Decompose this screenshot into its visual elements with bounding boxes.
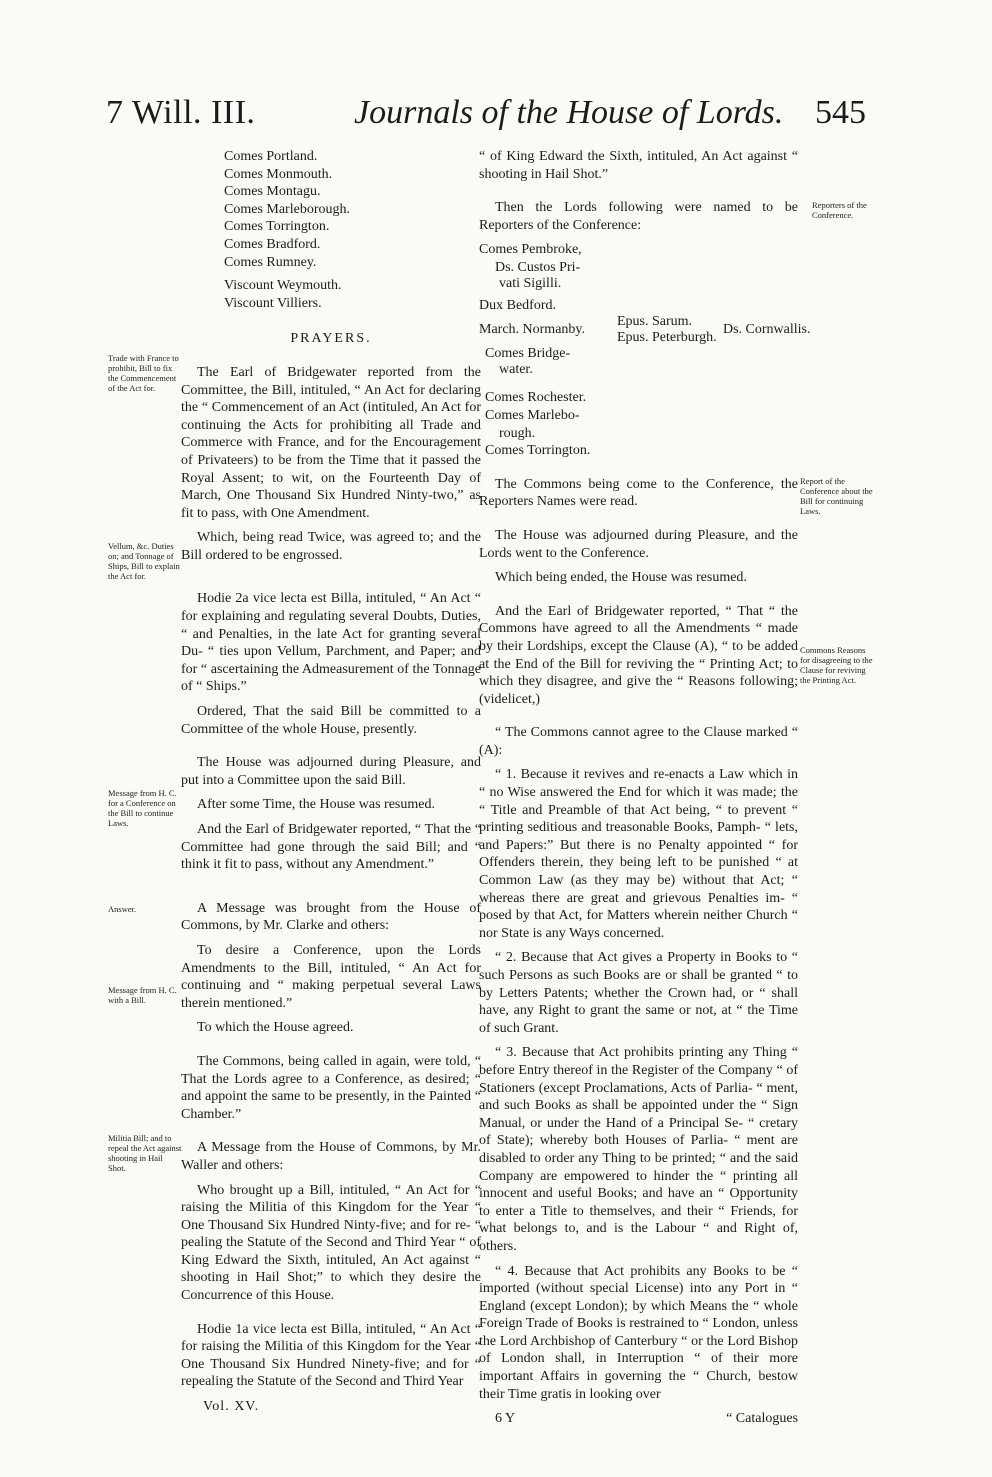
paragraph: “ 4. Because that Act prohibits any Books to be “ imported (without special License) into any Port in “ England (except London); by which Means the “ whole Foreign Trade of Books is restrained to “ London, unless the Lord Archbishop of Canterbury “ or the Lord Bishop of London shall, in Interruption “ of their more important Affairs in governing the “ Church, bestow their Time gratis in looking over <box>479 1263 798 1402</box>
list-item: Ds. Custos Pri- <box>495 260 581 276</box>
paragraph: Which, being read Twice, was agreed to; and the Bill ordered to be engrossed. <box>181 530 481 563</box>
list-item: Comes Marlebo- <box>485 407 580 423</box>
paragraph: To which the House agreed. <box>197 1020 354 1036</box>
running-head-title: Journals of the House of Lords. <box>354 94 784 131</box>
signature-mark: 6 Y <box>495 1411 516 1427</box>
volume-footer: Vol. XV. <box>203 1399 260 1415</box>
margin-note-report-conference: Report of the Conference about the Bill for continuing Laws. <box>800 476 873 516</box>
margin-note-militia: Militia Bill; and to repeal the Act against shooting in Hail Shot. <box>108 1133 182 1173</box>
paragraph: “ 2. Because that Act gives a Property in Books to “ such Persons as such Books are or shall be granted “ to by Letters Patents; whether the Crown had, or “ shall have, any Right to grant the same or not, at “ the Time of such Grant. <box>479 950 798 1036</box>
paragraph: “ The Commons cannot agree to the Clause marked “ (A): <box>479 725 798 758</box>
list-item: Dux Bedford. <box>479 298 556 314</box>
paragraph: After some Time, the House was resumed. <box>197 797 435 813</box>
page-number: 545 <box>815 94 866 131</box>
paragraph: Then the Lords following were named to be Reporters of the Conference: <box>479 200 798 233</box>
paragraph: The Earl of Bridgewater reported from the Committee, the Bill, intituled, “ An Act for declaring the “ Commencement of an Act (intituled, An Act for continuing the Acts for prohibiting all Trade and Commerce with France, and for the Encouragement of Privateers) to be from the Time that it passed the Royal Assent; to wit, on the Fourteenth Day of March, One Thousand Six Hundred Ninty-two,” as fit to pass, with One Amendment. <box>181 364 481 521</box>
page-footer <box>479 1410 798 1428</box>
paragraph: A Message was brought from the House of Commons, by Mr. Clarke and others: <box>181 900 481 934</box>
margin-note-message-conference: Message from H. C. for a Conference on the Bill to continue Laws. <box>108 788 177 828</box>
paragraph: And the Earl of Bridgewater reported, “ That “ the Commons have agreed to all the Amendments “ made by their Lordships, except the Clause (A), “ to be added at the End of the Bill for reviving the “ Printing Act; to which they disagree, and give the “ Reasons following; (videlicet,) <box>479 603 798 707</box>
right-column <box>479 148 811 1428</box>
margin-note-answer: Answer. <box>108 904 137 914</box>
list-item: Comes Torrington. <box>224 219 330 235</box>
prayers-heading: PRAYERS. <box>290 331 372 347</box>
reporters-list-cont <box>479 389 798 459</box>
list-item: Comes Bradford. <box>224 236 321 252</box>
left-column <box>181 148 481 1416</box>
paragraph: A Message from the House of Commons, by Mr. Waller and others: <box>181 1140 481 1173</box>
paragraph: “ 1. Because it revives and re-enacts a Law which in “ no Wise answered the End for which it was made; the “ Title and Preamble of that Act being, “ to prevent “ printing seditious and treasonable Books, Pamph- “ lets, and Papers:” But there is no Penalty appointed “ for Offenders therein, they being left to be punished “ at Common Law (as they may be) without that Act; “ whereas there are great and grievous Penalties im- “ posed by that Act, for Matters wherein neither Church “ nor State is any Ways concerned. <box>479 767 798 941</box>
list-item: Comes Marleborough. <box>224 201 350 217</box>
list-item: Comes Torrington. <box>485 443 591 459</box>
list-item: Comes Pembroke, <box>479 242 582 258</box>
list-item: Epus. Peterburgh. <box>617 330 717 346</box>
list-item: March. Normanby. <box>479 322 586 338</box>
paragraph: Which being ended, the House was resumed. <box>495 570 747 586</box>
list-item: Epus. Sarum. <box>617 314 693 330</box>
list-item: Comes Rochester. <box>485 390 587 406</box>
peers-list <box>181 148 481 312</box>
margin-note-message-bill: Message from H. C. with a Bill. <box>108 985 177 1005</box>
paragraph: “ of King Edward the Sixth, intituled, An Act against “ shooting in Hail Shot.” <box>479 149 798 182</box>
paragraph: Who brought up a Bill, intituled, “ An Act for “ raising the Militia of this Kingdom for the Year “ One Thousand Six Hundred Ninty-five; and for re- “ pealing the Statute of the Second and Third Year “ of King Edward the Sixth, intituled, An Act against “ shooting in Hail Shot;” to which they desire the Concurrence of this House. <box>181 1182 481 1304</box>
list-item: Comes Monmouth. <box>224 166 333 182</box>
paragraph: Ordered, That the said Bill be committed to a Committee of the whole House, presently. <box>181 704 481 737</box>
list-item: Comes Portland. <box>224 149 318 164</box>
list-item: Ds. Cornwallis. <box>723 322 811 338</box>
catchword: “ Catalogues <box>726 1411 798 1427</box>
paragraph: The Commons being come to the Conference, the Reporters Names were read. <box>479 476 798 510</box>
list-item: water. <box>499 362 533 378</box>
list-item: Comes Rumney. <box>224 254 317 270</box>
list-item: rough. <box>499 425 536 441</box>
running-head-reign: 7 Will. III. <box>106 94 256 131</box>
paragraph: “ 3. Because that Act prohibits printing any Thing “ before Entry thereof in the Register of the Company “ of Stationers (except Proclamations, Acts of Parlia- “ ment, and such Books as shall be appointed under the “ Sign Manual, or under the Hand of a Principal Se- “ cretary of State); whereby both Houses of Parlia- “ ment are disabled to order any Thing to be printed; “ and the said Company are empowered to hinder the “ printing all innocent and useful Books; and have an “ Opportunity to enter a Title to themselves, and their “ Friends, for what belongs to, and is the Labour “ and Right of, others. <box>479 1045 798 1254</box>
paragraph: The House was adjourned during Pleasure, and put into a Committee upon the said Bill. <box>181 755 481 788</box>
paragraph: The Commons, being called in again, were told, “ That the Lords agree to a Conference, as desired; “ and appoint the same to be presently, in the Painted “ Chamber.” <box>181 1053 481 1122</box>
reporters-list <box>479 241 811 391</box>
list-item: Comes Montagu. <box>224 184 321 200</box>
margin-note-reporters: Reporters of the Conference. <box>812 200 867 220</box>
paragraph: Hodie 1a vice lecta est Billa, intituled, “ An Act “ for raising the Militia of this Kingdom for the Year “ One Thousand Six Hundred Ninety-five; and for “ repealing the Statute of the Second and Third Year <box>181 1321 481 1390</box>
paragraph: And the Earl of Bridgewater reported, “ That the “ Committee had gone through the said Bill; and “ think it fit to pass, without any Amendment.” <box>181 822 481 873</box>
paragraph: Hodie 2a vice lecta est Billa, intituled, “ An Act “ for explaining and regulating several Doubts, Duties, “ and Penalties, in the late Act for granting several Du- “ ties upon Vellum, Parchment, and Paper; and for “ ascertaining the Admeasurement of the Tonnage of “ Ships.” <box>181 591 481 695</box>
list-item: vati Sigilli. <box>499 276 562 292</box>
margin-note-trade-france: Trade with France to prohibit, Bill to fix the Commencement of the Act for. <box>108 353 179 393</box>
paragraph: To desire a Conference, upon the Lords Amendments to the Bill, intituled, “ An Act for continuing and “ making perpetual several Laws therein mentioned.” <box>181 942 481 1011</box>
margin-note-vellum: Vellum, &c. Duties on; and Tonnage of Ships, Bill to explain the Act for. <box>108 541 180 581</box>
margin-note-commons-reasons: Commons Reasons for disagreeing to the Clause for reviving the Printing Act. <box>800 645 873 685</box>
paragraph: The House was adjourned during Pleasure, and the Lords went to the Conference. <box>479 527 798 561</box>
list-item: Viscount Weymouth. <box>224 278 342 294</box>
list-item: Comes Bridge- <box>485 346 571 362</box>
list-item: Viscount Villiers. <box>224 295 322 311</box>
